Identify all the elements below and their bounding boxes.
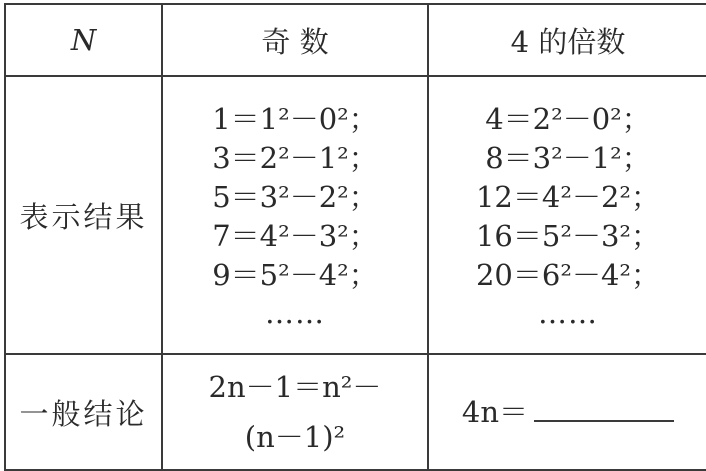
answer-blank[interactable] <box>534 416 674 422</box>
mult4-conclusion: 4n＝ <box>461 395 529 429</box>
number-table <box>4 3 706 471</box>
header-n: N <box>5 4 162 76</box>
odd-equation: 1＝1²－0²； <box>212 101 378 136</box>
odd-equation: 9＝5²－4²； <box>212 257 378 292</box>
odd-equation: 5＝3²－2²； <box>212 179 378 214</box>
mult4-equation: 12＝4²－2²； <box>475 179 661 214</box>
mult4-equation: 20＝6²－4²； <box>475 257 661 292</box>
odd-ellipsis: …… <box>265 295 325 330</box>
results-row <box>5 76 706 354</box>
results-label: 表示结果 <box>5 76 162 354</box>
header-odd: 奇 数 <box>162 4 428 76</box>
mult4-equation: 4＝2²－0²； <box>485 101 651 136</box>
mult4-equation: 8＝3²－1²； <box>485 140 651 175</box>
general-row <box>5 354 706 470</box>
mult4-results-cell <box>428 76 706 354</box>
odd-conclusion-cell <box>162 354 428 470</box>
odd-equation: 3＝2²－1²； <box>212 140 378 175</box>
mult4-conclusion-cell <box>428 354 706 470</box>
odd-conclusion-line1: 2n－1＝n²－ <box>208 370 382 404</box>
odd-equation: 7＝4²－3²； <box>212 218 378 253</box>
header-multiple-of-4: 4 的倍数 <box>428 4 706 76</box>
general-label: 一般结论 <box>5 354 162 470</box>
mult4-ellipsis: …… <box>538 295 598 330</box>
mult4-equation: 16＝5²－3²； <box>475 218 661 253</box>
odd-results-cell <box>162 76 428 354</box>
odd-conclusion-line2: (n－1)² <box>244 420 346 454</box>
header-row <box>5 4 706 76</box>
